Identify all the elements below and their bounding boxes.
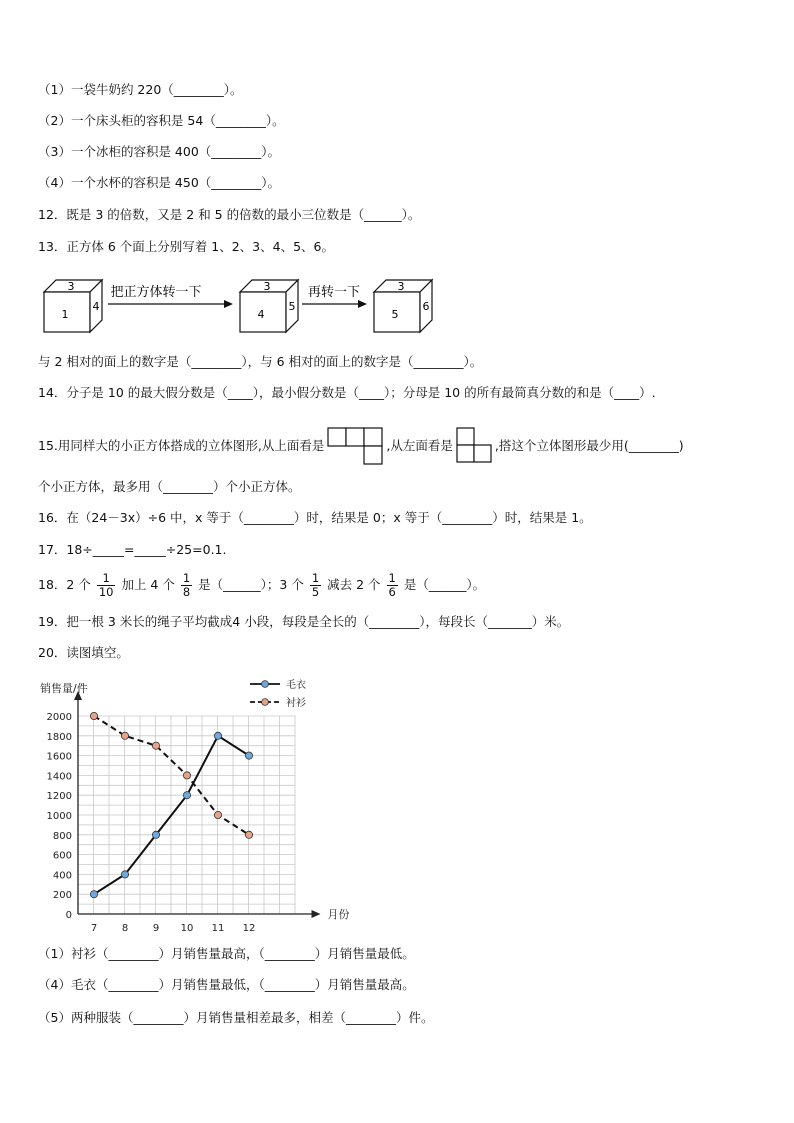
y-tick-label: 400 — [52, 870, 72, 882]
q18-part-4: 减去 2 个 — [327, 577, 381, 592]
q13-question: 与 2 相对的面上的数字是（________），与 6 相对的面上的数字是（________）。 — [38, 354, 483, 369]
data-point-shirt — [152, 742, 159, 749]
cube-2-front: 4 — [257, 308, 265, 321]
data-point-sweater — [245, 752, 252, 759]
q12-text: 12．既是 3 的倍数，又是 2 和 5 的倍数的最小三位数是（______）。 — [38, 207, 421, 222]
arrow-1-label: 把正方体转一下 — [110, 285, 202, 300]
fraction-1-10 — [97, 572, 116, 599]
legend-marker — [262, 699, 269, 706]
q15-part-c: ,搭这个立体图形最少用(________) — [494, 438, 684, 453]
y-tick-label: 1800 — [46, 731, 72, 743]
q11-item-2: （2）一个床头柜的容积是 54（________）。 — [38, 113, 285, 128]
q20-sub-1: （1）衬衫（________）月销售量最高，（________）月销售量最低。 — [38, 946, 415, 961]
cube-1-top: 3 — [67, 280, 75, 293]
q20-sub-4: （4）毛衣（________）月销售量最低，（________）月销售量最高。 — [38, 977, 415, 992]
data-point-shirt — [214, 811, 221, 818]
q15-part-a: 15.用同样大的小正方体搭成的立体图形,从上面看是 — [38, 438, 325, 453]
y-axis-label: 销售量/件 — [40, 682, 88, 695]
q11-item-1: （1）一袋牛奶约 220（________）。 — [38, 82, 243, 97]
data-point-shirt — [245, 831, 252, 838]
fraction-1-den: 10 — [98, 585, 114, 599]
x-tick-label: 10 — [180, 923, 194, 934]
fraction-4-num: 1 — [388, 571, 396, 585]
cube-1 — [44, 280, 102, 332]
q19-text: 19．把一根 3 米长的绳子平均截成4 小段，每段是全长的（________），每段长（_______）米。 — [38, 614, 570, 629]
cube-3-top: 3 — [397, 280, 405, 293]
q18-line — [38, 568, 485, 602]
fraction-1-6 — [387, 572, 398, 599]
q20-text: 20．读图填空。 — [38, 645, 129, 660]
q14-text: 14．分子是 10 的最大假分数是（____），最小假分数是（____）；分母是 10 的所有最简真分数的和是（____）. — [38, 385, 656, 400]
legend-label: 衬衫 — [286, 698, 306, 709]
fraction-3-den: 5 — [311, 585, 320, 599]
cube-2-top: 3 — [263, 280, 271, 293]
x-tick-label: 9 — [152, 923, 160, 934]
y-tick-label: 0 — [65, 910, 72, 921]
q18-part-3: 是（______）；3 个 — [198, 577, 304, 592]
q18-part-2: 加上 4 个 — [121, 577, 175, 592]
y-tick-label: 2000 — [46, 712, 72, 723]
y-tick-label: 1600 — [46, 751, 72, 763]
y-tick-label: 800 — [52, 830, 72, 842]
data-point-shirt — [90, 712, 97, 719]
cube-3 — [374, 280, 432, 332]
fraction-3-num: 1 — [311, 571, 320, 585]
cube-1-side: 4 — [92, 300, 100, 313]
y-tick-label: 200 — [52, 890, 72, 902]
data-point-sweater — [90, 891, 97, 898]
q11-item-3: （3）一个冰柜的容积是 400（________）。 — [38, 144, 281, 159]
data-point-sweater — [152, 831, 159, 838]
cube-3-side: 6 — [422, 300, 430, 313]
fraction-2-num: 1 — [182, 571, 191, 585]
q18-part-1: 18．2 个 — [38, 577, 91, 592]
fraction-1-num: 1 — [97, 572, 116, 586]
cube-2 — [240, 280, 298, 332]
q15-line-2: 个小正方体，最多用（________）个小正方体。 — [38, 479, 301, 494]
data-point-shirt — [183, 772, 190, 779]
legend-label: 毛衣 — [286, 680, 306, 691]
arrow-1-head — [224, 300, 233, 308]
x-axis-label: 月份 — [327, 908, 350, 921]
left-view-figure — [455, 426, 493, 466]
cube-rotation-diagram — [38, 274, 448, 336]
q13-text: 13．正方体 6 个面上分别写着 1、2、3、4、5、6。 — [38, 239, 334, 254]
arrow-2-head — [358, 300, 367, 308]
q15-part-b: ,从左面看是 — [386, 438, 453, 453]
cube-1-front: 1 — [61, 308, 69, 321]
x-tick-label: 8 — [121, 923, 129, 934]
arrow-2-label: 再转一下 — [307, 285, 361, 300]
y-tick-label: 1000 — [46, 811, 72, 822]
fraction-1-5 — [310, 572, 321, 599]
data-point-sweater — [214, 732, 221, 739]
q20-sub-5: （5）两种服装（________）月销售量相差最多，相差（________）件。 — [38, 1010, 434, 1025]
fraction-1-8 — [181, 572, 192, 599]
legend-marker — [262, 681, 269, 688]
x-tick-label: 12 — [242, 923, 256, 934]
data-point-shirt — [121, 732, 128, 739]
fraction-2-den: 8 — [182, 585, 191, 599]
x-tick-label: 7 — [90, 923, 98, 934]
sales-line-chart — [36, 672, 356, 940]
y-tick-label: 1400 — [46, 771, 72, 783]
top-view-figure — [326, 426, 384, 466]
data-point-sweater — [121, 871, 128, 878]
q11-item-4: （4）一个水杯的容积是 450（________）。 — [38, 175, 281, 190]
y-tick-label: 1200 — [46, 791, 72, 803]
q18-part-5: 是（______）。 — [403, 577, 486, 592]
q15-line-1 — [38, 426, 684, 466]
data-point-sweater — [183, 792, 190, 799]
fraction-4-den: 6 — [388, 585, 396, 599]
x-tick-label: 11 — [211, 923, 225, 934]
y-tick-label: 600 — [52, 850, 72, 862]
cube-2-side: 5 — [288, 300, 296, 313]
cube-3-front: 5 — [391, 308, 399, 321]
x-axis-arrow — [312, 910, 321, 918]
q16-text: 16．在（24－3x）÷6 中，x 等于（________）时，结果是 0；x 等于（________）时，结果是 1。 — [38, 510, 592, 525]
q17-text: 17．18÷_____=_____÷25=0.1. — [38, 542, 227, 557]
